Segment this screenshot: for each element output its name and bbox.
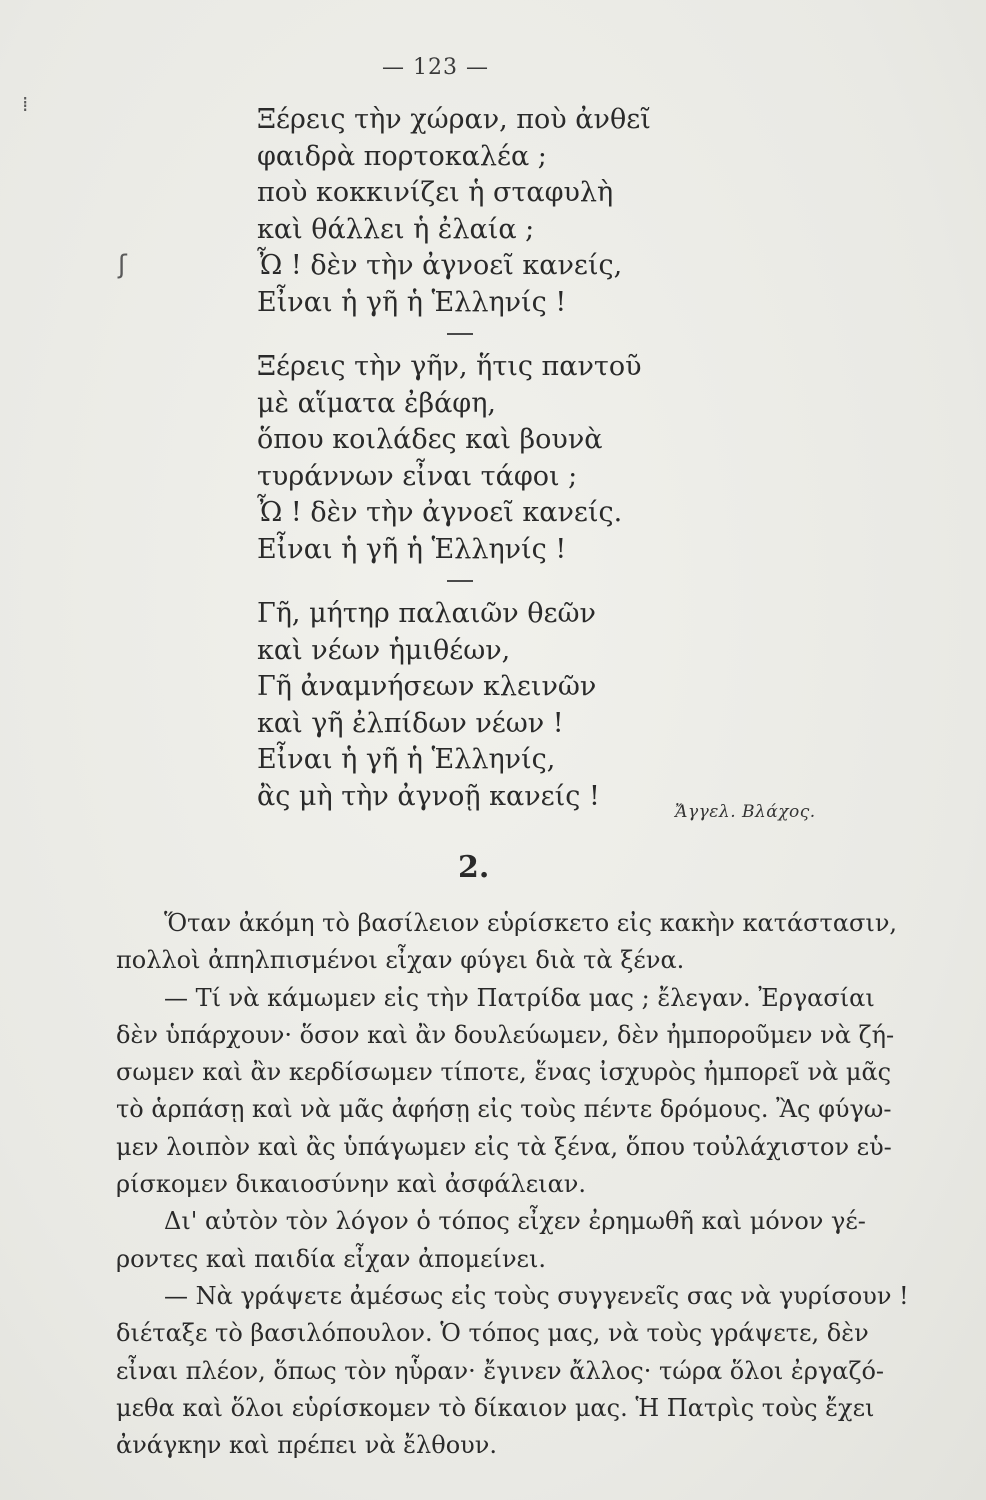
- section-number: 2.: [458, 850, 490, 885]
- poem-line: Γῆ, μήτηρ παλαιῶν θεῶν: [257, 598, 596, 629]
- prose-line: πολλοὶ ἀπηλπισμένοι εἶχαν φύγει διὰ τὰ ξένα.: [116, 946, 685, 975]
- poem-line: Γῆ ἀναμνήσεων κλεινῶν: [257, 671, 597, 702]
- poem-stanza: [257, 596, 757, 815]
- prose-line: ἀνάγκην καὶ πρέπει νὰ ἔλθουν.: [116, 1431, 497, 1460]
- prose-line: — Τί νὰ κάμωμεν εἰς τὴν Πατρίδα μας ; ἔλεγαν. Ἐργασίαι: [164, 983, 875, 1012]
- prose-line: Ὅταν ἀκόμη τὸ βασίλειον εὑρίσκετο εἰς κακὴν κατάστασιν,: [164, 909, 898, 937]
- stanza-divider: [447, 333, 473, 335]
- poem-line: Εἶναι ἡ γῆ ἡ Ἑλληνίς !: [257, 533, 567, 565]
- prose-line: εἶναι πλέον, ὅπως τὸν ηὗραν· ἔγινεν ἄλλος· τώρα ὅλοι ἐργαζό-: [116, 1356, 885, 1385]
- poem-stanza: [257, 102, 757, 321]
- poem-line: καὶ νέων ἡμιθέων,: [257, 634, 511, 666]
- poem-line: καὶ γῆ ἐλπίδων νέων !: [257, 707, 564, 739]
- poem-line: Ξέρεις τὴν χώραν, ποὺ ἀνθεῖ: [257, 104, 651, 135]
- poem-line: ποὺ κοκκινίζει ἡ σταφυλὴ: [257, 177, 614, 208]
- prose-line: δὲν ὑπάρχουν· ὅσον καὶ ἂν δουλεύωμεν, δὲν ἠμποροῦμεν νὰ ζή-: [116, 1020, 895, 1049]
- margin-mark: ⁞: [22, 92, 29, 116]
- prose-line: μεν λοιπὸν καὶ ἂς ὑπάγωμεν εἰς τὰ ξένα, ὅπου τοὐλάχιστον εὑ-: [116, 1132, 892, 1161]
- page-number: — 123 —: [382, 55, 489, 80]
- prose-line: μεθα καὶ ὅλοι εὑρίσκομεν τὸ δίκαιον μας. Ἡ Πατρὶς τοὺς ἔχει: [116, 1393, 875, 1422]
- poem-line: τυράννων εἶναι τάφοι ;: [257, 460, 578, 492]
- poem-line: Εἶναι ἡ γῆ ἡ Ἑλληνίς !: [257, 286, 567, 318]
- prose-text: [116, 905, 916, 1464]
- poem-attribution: Ἄγγελ. Βλάχος.: [675, 802, 816, 822]
- prose-line: — Νὰ γράψετε ἀμέσως εἰς τοὺς συγγενεῖς σας νὰ γυρίσουν !: [164, 1281, 909, 1310]
- poem: [257, 102, 757, 815]
- prose-line: ρίσκομεν δικαιοσύνην καὶ ἀσφάλειαν.: [116, 1170, 587, 1199]
- poem-line: μὲ αἵματα ἐβάφη,: [257, 387, 496, 419]
- prose-line: Δι' αὐτὸν τὸν λόγον ὁ τόπος εἶχεν ἐρημωθῆ καὶ μόνον γέ-: [164, 1207, 866, 1236]
- poem-line: ἂς μὴ τὴν ἀγνοῇ κανείς !: [257, 780, 600, 812]
- poem-line: Ξέρεις τὴν γῆν, ἥτις παντοῦ: [257, 351, 642, 382]
- poem-line: ὅπου κοιλάδες καὶ βουνὰ: [257, 424, 603, 455]
- prose-line: τὸ ἁρπάσῃ καὶ νὰ μᾶς ἀφήσῃ εἰς τοὺς πέντε δρόμους. Ἂς φύγω-: [116, 1095, 892, 1124]
- prose-line: ροντες καὶ παιδία εἶχαν ἀπομείνει.: [116, 1244, 547, 1273]
- poem-line: καὶ θάλλει ἡ ἐλαία ;: [257, 213, 535, 245]
- stanza-divider: [447, 580, 473, 582]
- poem-line: φαιδρὰ πορτοκαλέα ;: [257, 140, 547, 172]
- prose-line: σωμεν καὶ ἂν κερδίσωμεν τίποτε, ἕνας ἰσχυρὸς ἠμπορεῖ νὰ μᾶς: [116, 1058, 892, 1087]
- poem-line: Εἶναι ἡ γῆ ἡ Ἑλληνίς,: [257, 744, 556, 775]
- margin-mark: ʃ: [118, 250, 127, 280]
- poem-line: Ὦ ! δὲν τὴν ἀγνοεῖ κανείς.: [257, 497, 623, 528]
- prose-line: διέταξε τὸ βασιλόπουλον. Ὁ τόπος μας, νὰ τοὺς γράψετε, δὲν: [116, 1319, 869, 1348]
- poem-line: Ὦ ! δὲν τὴν ἀγνοεῖ κανείς,: [257, 250, 623, 281]
- poem-stanza: [257, 349, 757, 568]
